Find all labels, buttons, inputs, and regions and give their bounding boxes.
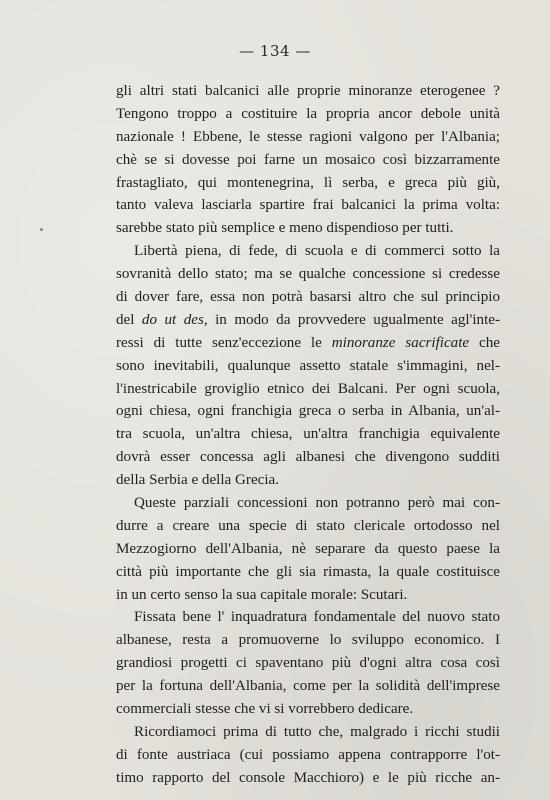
- text-line: Ricordiamoci prima di tutto che, malgrado i ricchi studii: [134, 723, 500, 740]
- text-line: dovrà esser concessa agli albanesi che divengono sudditi: [116, 449, 500, 466]
- paragraph: [116, 492, 500, 606]
- italic-phrase: do ut des: [141, 311, 204, 328]
- text-line: chè se si dovesse poi farne un mosaico così bizzarramente: [116, 151, 500, 168]
- text-line: ogni chiesa, ogni franchigia greca o serba in Albania, un'al-: [116, 403, 500, 420]
- text-line: del do ut des, in modo da provvedere ugualmente agl'inte-: [116, 311, 500, 328]
- text-line: tra scuola, un'altra chiesa, un'altra franchigia equivalente: [116, 426, 500, 443]
- text-line: in un certo senso la sua capitale morale: Scutari.: [116, 586, 408, 603]
- text-line: commerciali stesse che vi si vorrebbero dedicare.: [116, 701, 414, 718]
- text-line: Tengono troppo a costituire la propria ancor debole unità: [116, 105, 500, 122]
- text-line: sovranità dello stato; ma se qualche concessione si credesse: [116, 266, 500, 283]
- text-line: nazionale ! Ebbene, le stesse ragioni valgono per l'Albania;: [116, 128, 500, 145]
- paragraph: [116, 240, 500, 492]
- page-number: — 134 —: [239, 42, 311, 60]
- text-line: tanto valeva lasciarla spartire frai balcanici la prima volta:: [116, 197, 500, 214]
- text-line: albanese, resta a promuoverne lo sviluppo economico. I: [116, 632, 500, 649]
- text-line: ressi di tutte senz'eccezione le minoranze sacrificate che: [116, 334, 500, 351]
- text-line: Queste parziali concessioni non potranno però mai con-: [134, 495, 500, 512]
- text-line: per la fortuna dell'Albania, come per la solidità dell'imprese: [116, 678, 500, 695]
- text-line: di dover fare, essa non potrà basarsi altro che sul principio: [116, 289, 500, 306]
- text-line: timo rapporto del console Macchioro) e le più ricche an-: [116, 769, 500, 786]
- text-line: gli altri stati balcanici alle proprie minoranze eterogenee ?: [116, 83, 500, 99]
- text-line: grandiosi progetti ci spaventano più d'ogni altra cosa così: [116, 655, 500, 672]
- text-line: di fonte austriaca (cui possiamo appena contrapporre l'ot-: [116, 746, 500, 763]
- text-line: della Serbia e della Grecia.: [116, 472, 280, 489]
- text-line: città più importante che gli sia rimasta, la quale costituisce: [116, 563, 500, 580]
- body-text: [116, 80, 500, 790]
- paragraph: [116, 80, 500, 240]
- paper-speck: [40, 228, 43, 231]
- text-line: sono inevitabili, qualunque assetto statale s'immagini, nel-: [116, 357, 500, 374]
- text-line: Fissata bene l' inquadratura fondamentale del nuovo stato: [134, 609, 500, 626]
- text-line: durre a creare una specie di stato clericale ortodosso nel: [116, 517, 500, 534]
- paragraph: [116, 721, 500, 790]
- text-line: l'inestricabile groviglio etnico dei Balcani. Per ogni scuola,: [116, 380, 500, 397]
- text-line: sarebbe stato più semplice e meno dispendioso per tutti.: [116, 220, 454, 237]
- text-line: Libertà piena, di fede, di scuola e di commerci sotto la: [134, 243, 500, 260]
- text-line: frastagliato, qui montenegrina, lì serba, e greca più giù,: [116, 174, 500, 191]
- paragraph: [116, 606, 500, 720]
- text-line: Mezzogiorno dell'Albania, nè separare da questo paese la: [116, 540, 500, 557]
- italic-phrase: minoranze sacrificate: [331, 334, 470, 351]
